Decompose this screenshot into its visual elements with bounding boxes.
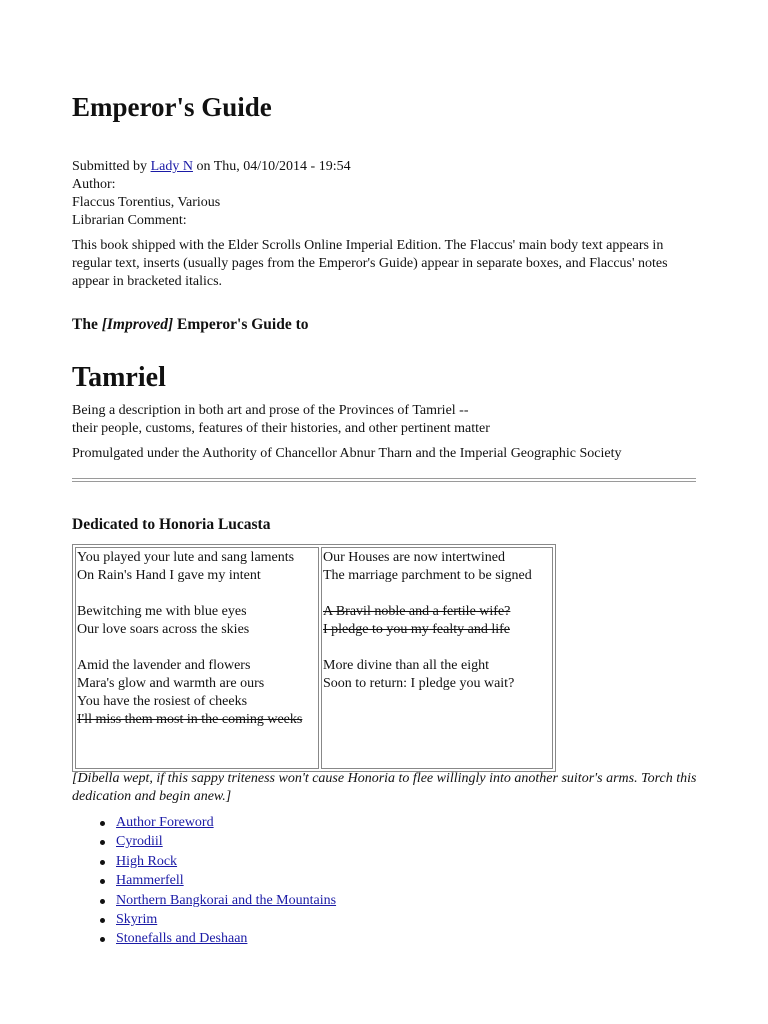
librarian-label: Librarian Comment: bbox=[72, 213, 187, 228]
description-line-2: their people, customs, features of their histories, and other pertinent matter bbox=[72, 421, 490, 436]
poem-line-struck: I pledge to you my fealty and life bbox=[323, 622, 510, 637]
poem-line: You played your lute and sang laments bbox=[77, 550, 295, 565]
toc-link-skyrim[interactable]: Skyrim bbox=[116, 911, 158, 927]
author-label: Author: bbox=[72, 177, 116, 192]
toc-item-author-foreword bbox=[116, 814, 336, 833]
poem-line-struck: I'll miss them most in the coming weeks bbox=[77, 712, 303, 727]
poem-line: More divine than all the eight bbox=[323, 658, 490, 673]
toc-item-high-rock bbox=[116, 853, 336, 872]
toc-link-northern-bangkorai[interactable]: Northern Bangkorai and the Mountains bbox=[116, 892, 337, 908]
description bbox=[72, 402, 490, 438]
poem-line: Our love soars across the skies bbox=[77, 622, 250, 637]
poem-line: Our Houses are now intertwined bbox=[323, 550, 505, 565]
poem-line: You have the rosiest of cheeks bbox=[77, 694, 248, 709]
toc-item-northern-bangkorai bbox=[116, 892, 336, 911]
submission-meta bbox=[72, 158, 351, 230]
flaccus-note: [Dibella wept, if this sappy triteness won't cause Honoria to flee willingly into another suitor's arms. Torch this dedication and begin anew.] bbox=[72, 771, 697, 804]
improved-heading-post: Emperor's Guide to bbox=[173, 316, 309, 333]
tamriel-heading: Tamriel bbox=[72, 362, 166, 393]
toc-link-high-rock[interactable]: High Rock bbox=[116, 853, 178, 869]
improved-heading-pre: The bbox=[72, 316, 102, 333]
poem-line: Bewitching me with blue eyes bbox=[77, 604, 247, 619]
description-line-1: Being a description in both art and prose of the Provinces of Tamriel -- bbox=[72, 403, 469, 418]
toc-link-cyrodiil[interactable]: Cyrodiil bbox=[116, 834, 163, 850]
toc-item-hammerfell bbox=[116, 872, 336, 891]
poem-line: On Rain's Hand I gave my intent bbox=[77, 568, 261, 583]
submitted-prefix: Submitted by bbox=[72, 159, 151, 174]
author-value: Flaccus Torentius, Various bbox=[72, 195, 221, 210]
improved-heading-italic: [Improved] bbox=[101, 316, 174, 333]
toc-link-stonefalls-deshaan[interactable]: Stonefalls and Deshaan bbox=[116, 931, 248, 947]
dedication-heading: Dedicated to Honoria Lucasta bbox=[72, 516, 271, 533]
poem-line: Amid the lavender and flowers bbox=[77, 658, 251, 673]
librarian-comment: This book shipped with the Elder Scrolls Online Imperial Edition. The Flaccus' main body text appears in regular text, inserts (usually pages from the Emperor's Guide) appear in separate boxes, and Flaccus' notes appear in bracketed italics. bbox=[72, 238, 668, 289]
horizontal-divider bbox=[72, 478, 696, 482]
submitter-link[interactable]: Lady N bbox=[150, 159, 193, 174]
poem-line: Soon to return: I pledge you wait? bbox=[323, 676, 515, 691]
toc-item-skyrim bbox=[116, 911, 336, 930]
toc-item-stonefalls-deshaan bbox=[116, 930, 336, 949]
submitted-line bbox=[72, 158, 351, 176]
poem-right-column bbox=[321, 547, 553, 769]
table-of-contents bbox=[72, 814, 336, 950]
poem-line: Mara's glow and warmth are ours bbox=[77, 676, 265, 691]
toc-link-author-foreword[interactable]: Author Foreword bbox=[116, 815, 214, 830]
poem-line: The marriage parchment to be signed bbox=[323, 568, 532, 583]
page-title: Emperor's Guide bbox=[72, 92, 272, 122]
submitted-date: on Thu, 04/10/2014 - 19:54 bbox=[192, 159, 351, 174]
dedication-poem-table bbox=[72, 544, 556, 772]
toc-item-cyrodiil bbox=[116, 833, 336, 852]
poem-line-struck: A Bravil noble and a fertile wife? bbox=[323, 604, 511, 619]
toc-link-hammerfell[interactable]: Hammerfell bbox=[116, 873, 184, 889]
improved-heading bbox=[72, 316, 309, 334]
poem-left-column bbox=[75, 547, 319, 769]
promulgated-text: Promulgated under the Authority of Chancellor Abnur Tharn and the Imperial Geographic Society bbox=[72, 446, 622, 461]
